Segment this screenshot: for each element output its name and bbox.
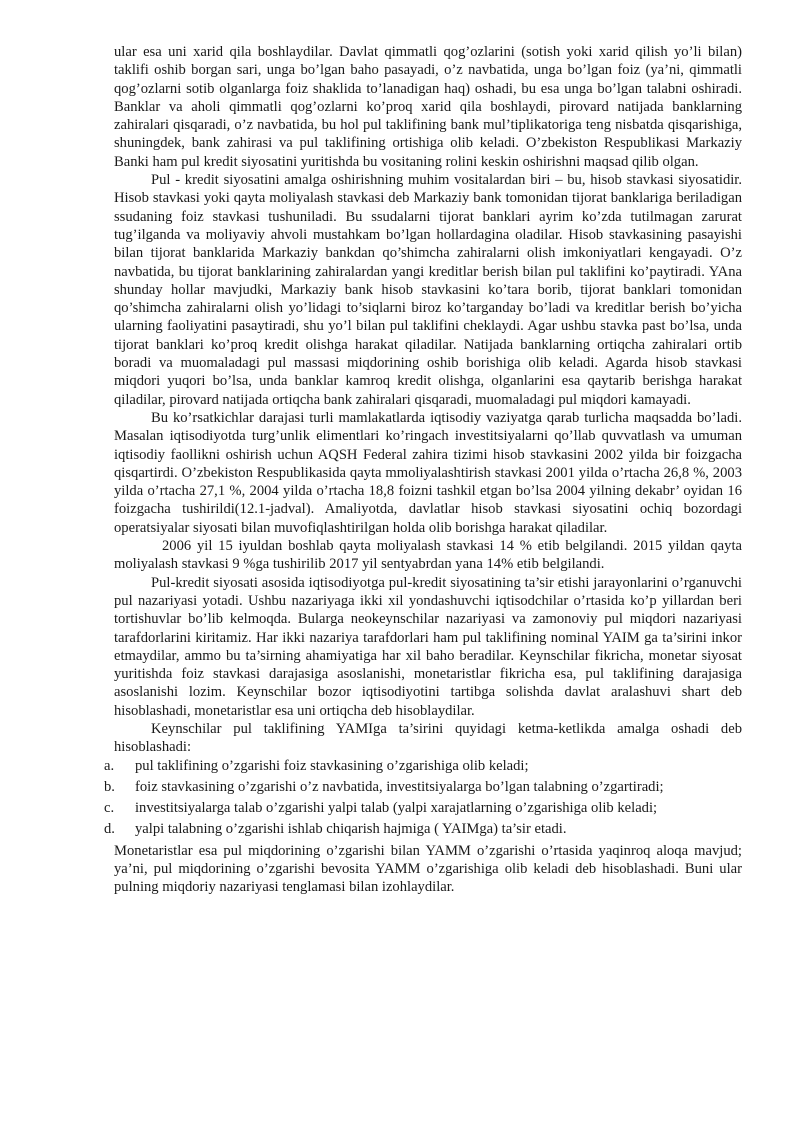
- paragraph-keynesian-intro: Keynschilar pul taklifining YAMIga ta’sirini quyidagi ketma-ketlikda amalga oshadi deb hisoblashadi:: [114, 720, 742, 756]
- paragraph-refinancing-rate: 2006 yil 15 iyuldan boshlab qayta moliyalash stavkasi 14 % etib belgilandi. 2015 yildan qayta moliyalash stavkasi 9 %ga tushirilib 2017 yil sentyabrdan yana 14% etib belgilandi.: [114, 538, 742, 573]
- paragraph-indicators: Bu ko’rsatkichlar darajasi turli mamlakatlarda iqtisodiy vaziyatga qarab turlicha maqsadda bo’ladi. Masalan iqtisodiyotda turg’unlik elimentlari ko’ringach investitsiyalarni qo’llab quvvatlash va umuman iqtisodiy faollikni oshirish uchun AQSH Federal zahira tizimi hisob stavkasini 2002 yilda bir foizgacha qisqartirdi. O’zbekiston Respublikasida qayta mmoliyalashtirish stavkasi 2001 yilda o’rtacha 26,8 %, 2003 yilda o’rtacha 27,1 %, 2004 yilda o’rtacha 18,8 foizni tashkil etgan bo’lsa 2004 yilning dekabr’ oyidan 16 foizgacha tushirildi(12.1-jadval). Amaliyotda, davlatlar hisob stavkasi siyosatini ochiq bozordagi operatsiyalar siyosati bilan muvofiqlashtirilgan holda olib borishga harakat qiladilar.: [114, 409, 742, 536]
- list-marker: d.: [104, 821, 115, 838]
- list-marker: a.: [104, 757, 115, 774]
- keynesian-sequence-list: [104, 757, 742, 839]
- paragraph-monetarists: Monetaristlar esa pul miqdorining o’zgarishi bilan YAMM o’zgarishi o’rtasida yaqinroq aloqa mavjud; ya’ni, pul miqdorining o’zgarishi bevosita YAMM o’zgarishiga olib keladi deb hisoblashadi. Buni ular pulning miqdoriy nazariyasi tenglamasi bilan izohlaydilar.: [114, 842, 742, 896]
- paragraph-continuation: ular esa uni xarid qila boshlaydilar. Davlat qimmatli qog’ozlarini (sotish yoki xarid qilish yo’li bilan) taklifi oshib borgan sari, unga bo’lgan baho pasayadi, o’z navbatida, unga bo’lgan foiz (ya’ni, qimmatli qog’ozlarni sotib olganlarga foiz shaklida to’lanadigan haq) oshadi, bu esa unga bo’lgan talabni oshiradi. Banklar va aholi qimmatli qog’ozlarni ko’proq xarid qila boshlaydi, pirovard natijada banklarning zahiralari qisqaradi, o’z navbatida, bu hol pul taklifining bank mul’tiplikatoriga teng nisbatda qisqarishiga, shuningdek, bank zahirasi va pul taklifining ortishiga olib keladi. O’zbekiston Respublikasi Markaziy Banki ham pul kredit siyosatini yuritishda bu vositaning rolini keskin oshirishni maqsad qilib olgan.: [114, 44, 742, 170]
- list-marker: c.: [104, 800, 115, 817]
- list-item-text: yalpi talabning o’zgarishi ishlab chiqarish hajmiga ( YAIMga) ta’sir etadi.: [135, 821, 567, 838]
- list-item-text: investitsiyalarga talab o’zgarishi yalpi talab (yalpi xarajatlarning o’zgarishiga olib keladi;: [135, 800, 658, 817]
- document-page: [104, 43, 742, 897]
- paragraph-monetary-theory: Pul-kredit siyosati asosida iqtisodiyotga pul-kredit siyosatining ta’sir etishi jarayonlarini o’rganuvchi pul nazariyasi yotadi. Ushbu nazariyaga ikki xil yondashuvchi iqtisodchilar o’rtasida ko’p yillardan beri tortishuvlar bo’lib kelmoqda. Bularga neokeynschilar nazariyasi va zamonoviy pul miqdori nazariyasi tarafdorlarini kiritamiz. Har ikki nazariya tarafdorlari ham pul taklifining nominal YAIM ga ta’sirini inkor etmaydilar, ammo bu ta’sirning ahamiyatiga har xil baho beradilar. Keynschilar fikricha, monetar siyosat yuritishda foiz stavkasi darajasiga asoslanishi, monetaristlar fikricha esa, pul taklifining darajasiga asoslanishi lozim. Keynschilar bozor iqtisodiyotini tartibga solishda davlat aralashuvi shart deb hisoblashadi, monetaristlar esa uni ortiqcha deb hisoblaydilar.: [114, 574, 742, 719]
- list-marker: b.: [104, 778, 115, 795]
- list-item: [104, 757, 742, 775]
- list-item: [104, 820, 742, 838]
- paragraph-discount-rate-policy: Pul - kredit siyosatini amalga oshirishning muhim vositalardan biri – bu, hisob stavkasi siyosatidir. Hisob stavkasi yoki qayta moliyalash stavkasi deb Markaziy bank tomonidan tijorat banklariga beriladigan ssudaning foiz stavkasi tushuniladi. Bu ssudalarni tijorat banklari ayrim ko’zda tutilmagan zarurat tug’ilganda va moliyaviy ahvoli mustahkam bo’lgan hollardagina oladilar. Hisob stavkasining pasayishi bilan tijorat banklarida Markaziy bankdan qo’shimcha zahiralarni olish imkoniyatlari kengayadi. O’z navbatida, bu tijorat banklarining zahiralardan yangi kreditlar berish bilan pul taklifini ko’paytiradi. YAna shunday hollar mavjudki, Markaziy bank hisob stavkasini ko’tara borib, tijorat banklari tomonidan qo’shimcha zahiralarni olish yo’lidagi to’siqlarni biroz ko’targanday bo’ladi va kreditlar berish bo’yicha ularning faoliyatini pasaytiradi, shu yo’l bilan pul taklifini cheklaydi. Agar ushbu stavka past bo’lsa, unda tijorat banklari ko’proq kredit olishga harakat qiladilar. Natijada banklarning ortiqcha zahiralari ortib boradi va muomaladagi pul massasi miqdorining oshib borishiga olib keladi. Agarda hisob stavkasi miqdori yuqori bo’lsa, unda banklar kamroq kredit olishga, olganlarini esa qaytarib berishga harakat qiladilar, pirovard natijada ortiqcha bank zahiralari qisqaradi, muomaladagi pul miqdori kamayadi.: [114, 172, 742, 408]
- list-item-text: foiz stavkasining o’zgarishi o’z navbatida, investitsiyalarga bo’lgan talabning o’zgartiradi;: [135, 778, 664, 795]
- list-item: [104, 799, 742, 817]
- list-item-text: pul taklifining o’zgarishi foiz stavkasining o’zgarishiga olib keladi;: [135, 757, 529, 774]
- list-item: [104, 778, 742, 796]
